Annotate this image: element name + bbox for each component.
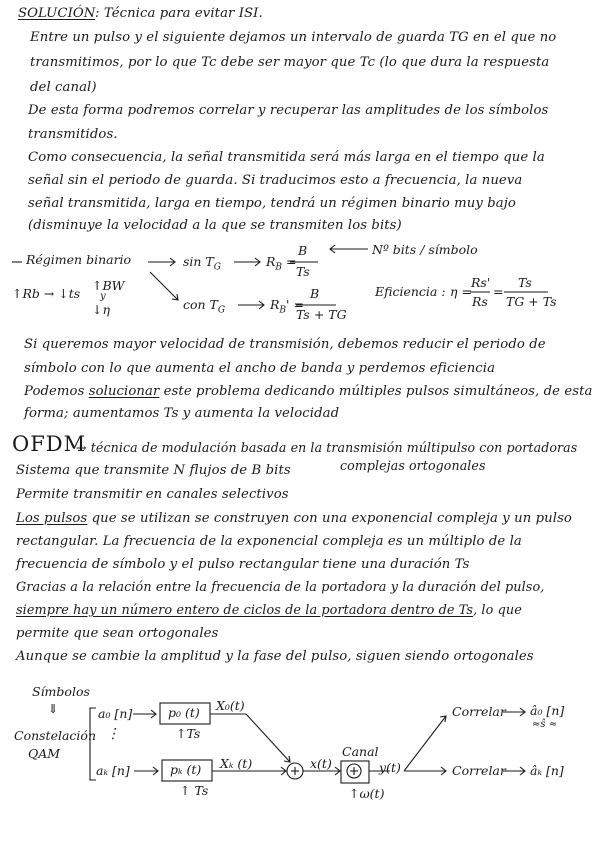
ofdm-line-2: Permite transmitir en canales selectivos [16,487,289,502]
diag-xk: Xₖ (t) [220,756,253,771]
ofdm-line-1: Sistema que transmite N flujos de B bits [16,463,291,478]
intro-line-7: señal sin el periodo de guarda. Si traducimos esto a frecuencia, la nueva [28,173,523,188]
regime-den: Ts [296,264,310,279]
regime-sin: $\sin T_G$ [183,254,221,273]
intro-line-9: (disminuye la velocidad a la que se transmiten los bits) [28,218,402,233]
intro-line-2: transmitimos, por lo que Tc debe ser mayor que Tc (lo que dura la respuesta [30,55,550,70]
diag-a0: a₀ [n] [98,706,133,721]
diag-x0: X₀(t) [216,698,245,713]
regime-rb: $R_B$ = [266,254,297,273]
ofdm-line-6: permite que sean ortogonales [16,626,219,641]
diag-wt: ↑ω(t) [349,786,385,801]
ofdm-line-4: frecuencia de símbolo y el pulso rectangular tiene una duración Ts [16,557,470,572]
eff-eta: η = [450,284,472,299]
middle-line-1: Si queremos mayor velocidad de transmisión, debemos reducir el periodo de [24,337,546,352]
intro-line-8: señal transmitida, larga en tiempo, tendrá un régimen binario muy bajo [28,196,516,211]
regime-con: con $T_G$ [183,297,226,316]
diag-pk: pₖ (t) [170,762,202,777]
solucionar-word: solucionar [88,384,160,399]
eff-eq: = [493,284,504,299]
ofdm-sentence-underlined: siempre hay un número entero de ciclos de la portadora dentro de Ts [16,603,474,618]
diag-constelacion: Constelación [14,728,97,743]
diag-qam: QAM [28,746,61,761]
diag-canal: Canal [342,744,379,759]
eff-num2: Ts [518,275,532,290]
eff-den1: Rs [472,294,488,309]
ofdm-pulsos-line: Los pulsos que se utilizan se construyen con una exponencial compleja y un pulso [16,511,572,526]
heading-title: SOLUCIÓN [18,6,95,21]
regime-left-mid: y [100,291,106,302]
intro-line-4: De esta forma podremos correlar y recuperar las amplitudes de los símbolos [28,103,549,118]
diag-xt: x(t) [310,756,332,771]
regime-note: Nº bits / símbolo [372,242,478,257]
intro-line-6: Como consecuencia, la señal transmitida será más larga en el tiempo que la [28,150,545,165]
diag-out-2: âₖ [n] [530,763,564,778]
eff-den2: TG + Ts [506,294,557,309]
eff-num1: Rs' [471,275,491,290]
diag-down-arrow: ⇓ [48,701,59,716]
diag-yt: y(t) [379,760,401,775]
middle-line-4: forma; aumentamos Ts y aumenta la velocidad [24,406,340,421]
ofdm-title: OFDM [12,432,87,456]
diag-dots: ⋮ [106,726,120,742]
diag-correlar-2: Correlar [452,763,506,778]
ofdm-line-5: Gracias a la relación entre la frecuencia de la portadora y la duración del pulso, [16,580,545,595]
heading-rest: : Técnica para evitar ISI. [94,6,263,21]
regime-den2: Ts + TG [296,307,347,322]
ofdm-line-7: Aunque se cambie la amplitud y la fase del pulso, siguen siendo ortogonales [16,649,534,664]
ofdm-sentence: siempre hay un número entero de ciclos de la portadora dentro de Ts, lo que [16,603,522,618]
regime-num: B [298,243,308,258]
pulsos-word: Los pulsos [16,511,88,526]
regime-left-up: ↑BW [92,278,125,293]
eff-label: Eficiencia : [375,284,446,299]
middle-line-2: símbolo con lo que aumenta el ancho de banda y perdemos eficiencia [24,361,496,376]
intro-line-1: Entre un pulso y el siguiente dejamos un intervalo de guarda TG en el que no [30,30,557,45]
regime-rb2: $R_B'$ = [270,297,304,316]
middle-line-3: Podemos solucionar este problema dedicando múltiples pulsos simultáneos, de esta [24,384,593,399]
diag-p0: p₀ (t) [168,705,200,720]
diag-ts1: ↑Ts [176,726,201,741]
ofdm-def-2: complejas ortogonales [340,458,486,473]
diag-ts2: ↑ Ts [180,783,209,798]
regime-num2: B [310,286,320,301]
intro-line-3: del canal) [30,80,97,95]
diag-correlar-1: Correlar [452,704,506,719]
regime-left: ↑Rb → ↓ts [12,286,81,301]
intro-line-5: transmitidos. [28,127,118,142]
diag-out-1-extra: ≈ŝ ≈ [532,719,558,730]
diag-simbolos: Símbolos [32,684,90,699]
diag-ak: aₖ [n] [96,763,130,778]
ofdm-def: → técnica de modulación basada en la transmisión múltipulso con portadoras [76,440,578,455]
ofdm-line-3: rectangular. La frecuencia de la exponencial compleja es un múltiplo de la [16,534,522,549]
regime-label: Régimen binario [26,252,132,267]
regime-left-down: ↓η [92,302,110,317]
diag-out-1: â₀ [n] [530,703,565,718]
